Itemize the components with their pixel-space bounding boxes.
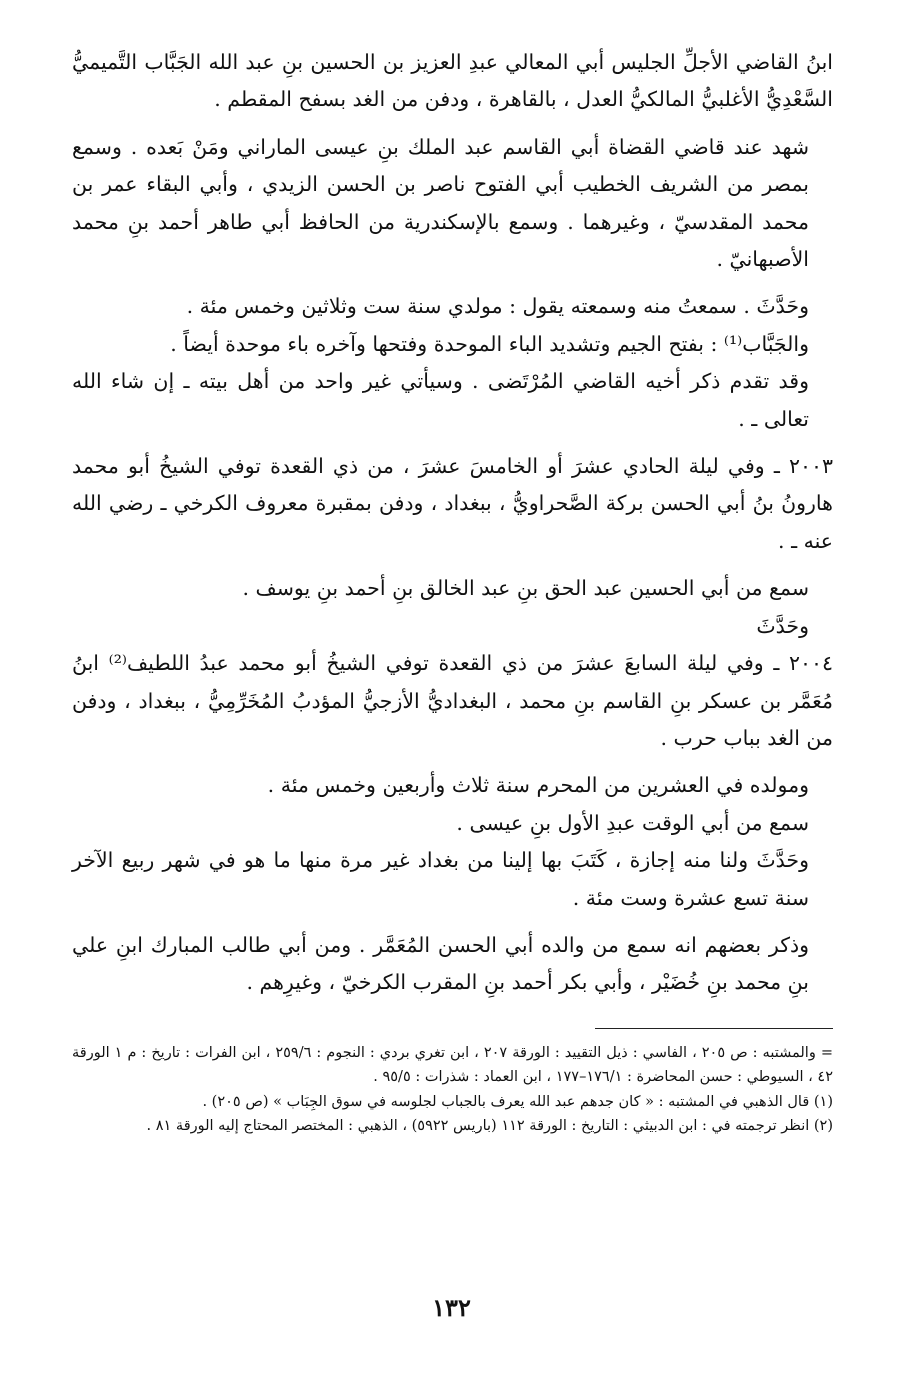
paragraph: ٢٠٠٤ ـ وفي ليلة السابعَ عشرَ من ذي القعدة توفي الشيخُ أبو محمد عبدُ اللطيف⁽²⁾ ابنُ مُعَمَّر بن عسكر بنِ القاسم بنِ محمد ، البغداديُّ الأزجيُّ المؤدبُ المُخَرِّمِيُّ ، ببغداد ، ودفن من الغد بباب حرب . [72,651,833,750]
paragraph: ومولده في العشرين من المحرم سنة ثلاث وأربعين وخمس مئة . [267,773,809,798]
paragraph: ٢٠٠٣ ـ وفي ليلة الحادي عشرَ أو الخامسَ عشرَ ، من ذي القعدة توفي الشيخُ أبو محمد هارونُ بنُ أبي الحسن بركة الصَّحراويُّ ، ببغداد ، ودفن بمقبرة معروف الكرخي ـ رضي الله عنه ـ . [72,454,833,553]
paragraph: وحَدَّثَ . سمعتُ منه وسمعته يقول : مولدي سنة ست وثلاثين وخمس مئة . [186,294,809,319]
paragraph: وقد تقدم ذكر أخيه القاضي المُرْتَضى . وسيأتي غير واحد من أهل بيته ـ إن شاء الله تعالى ـ . [72,369,809,431]
paragraph: والجَبَّاب⁽¹⁾ : بفتح الجيم وتشديد الباء الموحدة وفتحها وآخره باء موحدة أيضاً . [170,331,809,356]
page-number: ١٣٢ [432,1293,471,1322]
paragraph: سمع من أبي الوقت عبدِ الأول بنِ عيسى . [456,810,809,835]
paragraph: ابنُ القاضي الأجلِّ الجليس أبي المعالي عبدِ العزيز بن الحسين بنِ عبد الله الجَبَّاب التَّميميُّ السَّعْدِيُّ الأغلبيُّ المالكيُّ العدل ، بالقاهرة ، ودفن من الغد بسفح المقطم . [72,50,833,112]
footnote: (٢) انظر ترجمته في : ابن الدبيثي : التاريخ : الورقة ١١٢ (باريس ٥٩٢٢) ، الذهبي : المختصر المحتاج إليه الورقة ٨١ . [146,1118,833,1135]
paragraph: شهد عند قاضي القضاة أبي القاسم عبد الملك بنِ عيسى الماراني ومَنْ بَعده . وسمع بمصر من الشريف الخطيب أبي الفتوح ناصر بن الحسن الزيدي ، وأبي البقاء عمر بن محمد المقدسيّ ، وغيرهما . وسمع بالإسكندرية من الحافظ أبي طاهر أحمد بنِ محمد الأصبهانيّ . [72,134,809,272]
footnote: = والمشتبه : ص ٢٠٥ ، الفاسي : ذيل التقييد : الورقة ٢٠٧ ، ابن تغري بردي : النجوم : ٢٥٩/٦ ، ابن الفرات : تاريخ : م ١ الورقة ٤٢ ، السيوطي : حسن المحاضرة : ١٧٦/١–١٧٧ ، ابن العماد : شذرات : ٩٥/٥ . [72,1044,833,1086]
paragraph: وذكر بعضهم انه سمع من والده أبي الحسن المُعَمَّر . ومن أبي طالب المبارك ابنِ علي بنِ محمد بنِ خُضَيْر ، وأبي بكر أحمد بنِ المقرب الكرخيّ ، وغيرِهم . [72,932,809,995]
paragraph: وحَدَّثَ ولنا منه إجازة ، كَتَبَ بها إلينا من بغداد غير مرة منها ما هو في شهر ربيع الآخر سنة تسع عشرة وست مئة . [72,848,809,910]
paragraph: وحَدَّثَ [756,613,809,638]
main-text [72,44,833,1002]
footnote-divider [595,1028,833,1029]
footnotes [72,1041,833,1139]
paragraph: سمع من أبي الحسين عبد الحق بنِ عبد الخالق بنِ أحمد بنِ يوسف . [242,576,809,601]
footnote: (١) قال الذهبي في المشتبه : « كان جدهم عبد الله يعرف بالجباب لجلوسه في سوق الجِبَاب » (ص ٢٠٥) . [202,1093,833,1110]
